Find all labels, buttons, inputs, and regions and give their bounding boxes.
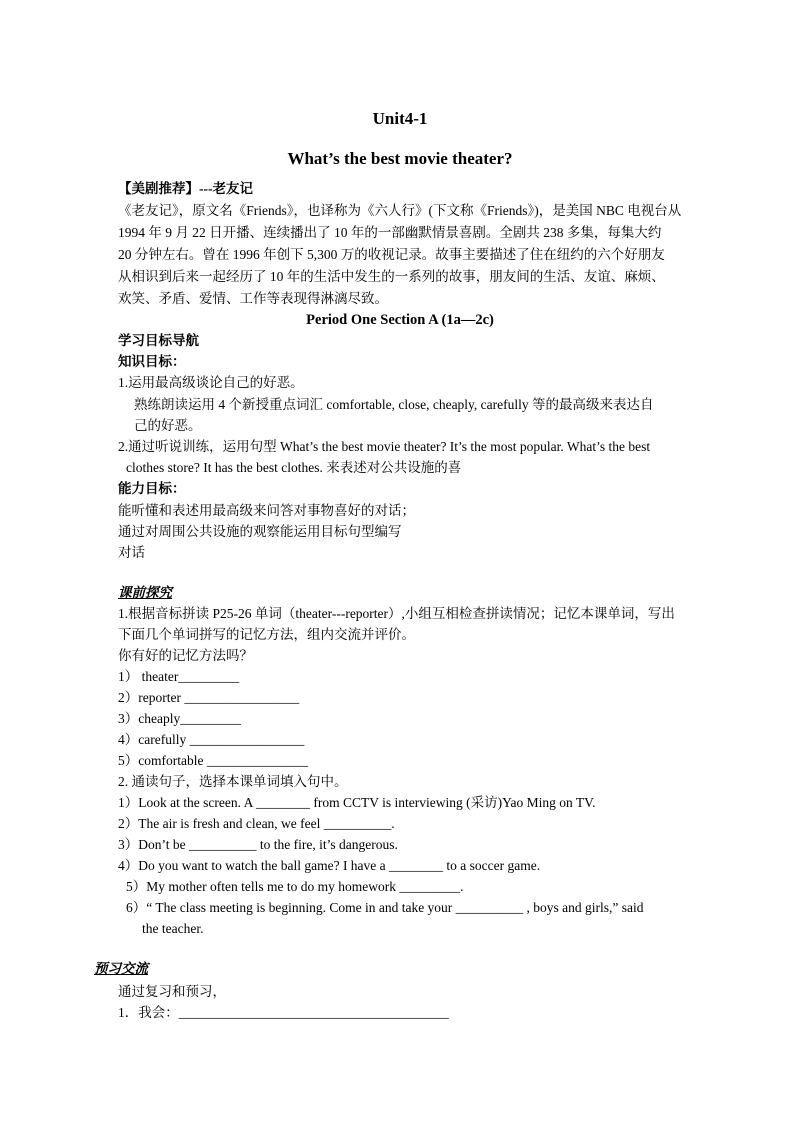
knowledge-goals-heading: 知识目标：	[118, 354, 186, 369]
unit-title: Unit4-1	[372, 109, 428, 128]
word-item: 1） theater_________	[118, 669, 240, 684]
sentence-item: the teacher.	[142, 921, 204, 936]
task1-line: 1.根据音标拼读 P25-26 单词（theater---reporter）,小组互相检查拼读情况；记忆本课单词，写出	[118, 606, 675, 621]
task1-line: 你有好的记忆方法吗？	[118, 648, 253, 663]
ability-goals-heading: 能力目标：	[118, 481, 186, 496]
knowledge-goal-line: 1.运用最高级谈论自己的好恶。	[118, 375, 304, 390]
period-title: Period One Section A (1a—2c)	[306, 312, 494, 328]
task1-line: 下面几个单词拼写的记忆方法，组内交流并评价。	[118, 627, 415, 642]
sentence-item: 6）“ The class meeting is beginning. Come in and take your __________ , boys and girls,” said	[126, 900, 644, 915]
knowledge-goal-line: 己的好恶。	[134, 418, 202, 433]
review-heading: 预习交流	[94, 961, 148, 976]
lesson-title: What’s the best movie theater?	[287, 149, 513, 168]
knowledge-goal-line: clothes store? It has the best clothes. 来表述对公共设施的喜	[126, 460, 462, 475]
goals-heading: 学习目标导航	[118, 333, 199, 348]
intro-line: 20 分钟左右。曾在 1996 年创下 5,300 万的收视记录。故事主要描述了住在纽约的六个好朋友	[118, 247, 665, 262]
knowledge-goal-line: 熟练朗读运用 4 个新授重点词汇 comfortable, close, cheaply, carefully 等的最高级来表达自	[134, 397, 654, 412]
sentence-item: 5）My mother often tells me to do my homework _________.	[126, 879, 464, 894]
ability-goal-line: 对话	[118, 545, 145, 560]
sentence-item: 2）The air is fresh and clean, we feel __________.	[118, 816, 395, 831]
review-line: 通过复习和预习，	[118, 984, 226, 999]
task2-heading: 2. 通读句子，选择本课单词填入句中。	[118, 774, 348, 789]
word-item: 5）comfortable _______________	[118, 753, 309, 768]
ability-goal-line: 能听懂和表述用最高级来问答对事物喜好的对话；	[118, 503, 415, 518]
preclass-heading: 课前探究	[118, 585, 172, 600]
sentence-item: 4）Do you want to watch the ball game? I have a ________ to a soccer game.	[118, 858, 541, 873]
word-item: 2）reporter _________________	[118, 690, 300, 705]
intro-line: 从相识到后来一起经历了 10 年的生活中发生的一系列的故事，朋友间的生活、友谊、麻烦、	[118, 269, 665, 284]
intro-line: 《老友记》，原文名《Friends》，也译称为《六人行》(下文称《Friends》)，是美国 NBC 电视台从	[118, 203, 682, 218]
review-line: 1．我会：________________________________________	[118, 1005, 449, 1020]
intro-line: 欢笑、矛盾、爱情、工作等表现得淋漓尽致。	[118, 291, 388, 306]
intro-line: 1994 年 9 月 22 日开播、连续播出了 10 年的一部幽默情景喜剧。全剧共 238 多集，每集大约	[118, 225, 662, 240]
intro-heading: 【美剧推荐】---老友记	[118, 181, 253, 196]
knowledge-goal-line: 2.通过听说训练，运用句型 What’s the best movie theater? It’s the most popular. What’s the best	[118, 439, 651, 454]
word-item: 4）carefully _________________	[118, 732, 305, 747]
sentence-item: 1）Look at the screen. A ________ from CCTV is interviewing (采访)Yao Ming on TV.	[118, 795, 596, 810]
sentence-item: 3）Don’t be __________ to the fire, it’s dangerous.	[118, 837, 398, 852]
word-item: 3）cheaply_________	[118, 711, 241, 726]
ability-goal-line: 通过对周围公共设施的观察能运用目标句型编写	[118, 524, 402, 539]
